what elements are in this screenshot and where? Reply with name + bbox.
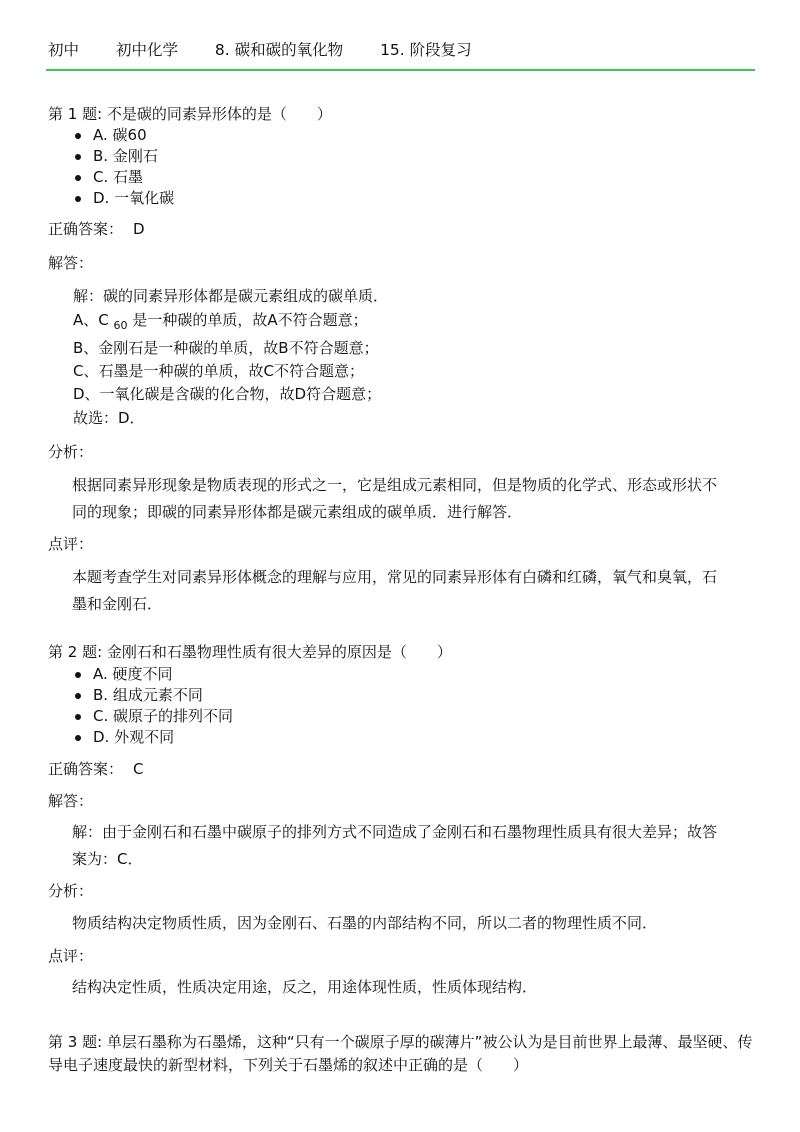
question-2-options — [75, 664, 233, 748]
option-item: B. 金刚石 — [75, 146, 174, 167]
header-divider — [46, 69, 755, 71]
solution-text: 是一种碳的单质，故A不符合题意； — [132, 311, 368, 329]
question-1-options — [75, 125, 174, 209]
solution-text: A、C — [73, 311, 109, 329]
breadcrumb-item-chapter[interactable]: 8. 碳和碳的氧化物 — [214, 41, 344, 59]
breadcrumb-item-level[interactable]: 初中 — [48, 41, 80, 59]
breadcrumb — [48, 40, 754, 60]
option-item: C. 碳原子的排列不同 — [75, 706, 233, 727]
breadcrumb-item-section[interactable]: 15. 阶段复习 — [380, 41, 472, 59]
question-2-analysis-text: 物质结构决定物质性质，因为金刚石、石墨的内部结构不同，所以二者的物理性质不同． — [72, 914, 658, 932]
question-2-solution-label: 解答： — [48, 792, 94, 810]
question-1-analysis-text: 根据同素异形现象是物质表现的形式之一，它是组成元素相同，但是物质的化学式、形态或形状不同的现象；即碳的同素异形体都是碳元素组成的碳单质．进行解答． — [72, 476, 718, 521]
question-2-solution-text: 解：由于金刚石和石墨中碳原子的排列方式不同造成了金刚石和石墨物理性质具有很大差异；故答案为：C． — [72, 823, 718, 868]
solution-line: D、一氧化碳是含碳的化合物，故D符合题意； — [73, 385, 382, 403]
question-2-comment-label: 点评： — [48, 947, 94, 965]
question-1-comment-label: 点评： — [48, 535, 94, 553]
option-item: A. 硬度不同 — [75, 664, 233, 685]
question-1-comment-text: 本题考查学生对同素异形体概念的理解与应用，常见的同素异形体有白磷和红磷，氧气和臭氧，石墨和金刚石． — [72, 568, 718, 613]
solution-line: 解：碳的同素异形体都是碳元素组成的碳单质． — [73, 287, 389, 305]
option-item: B. 组成元素不同 — [75, 685, 233, 706]
question-1-analysis-label: 分析： — [48, 443, 94, 461]
solution-line: C、石墨是一种碳的单质，故C不符合题意； — [73, 362, 364, 380]
answer-label: 正确答案： — [48, 760, 124, 778]
solution-line: B、金刚石是一种碳的单质，故B不符合题意； — [73, 339, 379, 357]
question-2-title: 第 2 题: 金刚石和石墨物理性质有很大差异的原因是（ ） — [48, 643, 452, 661]
solution-line: 故选：D． — [73, 409, 145, 427]
question-1-solution-label: 解答： — [48, 254, 94, 272]
option-item: A. 碳60 — [75, 125, 174, 146]
question-1-title: 第 1 题: 不是碳的同素异形体的是（ ） — [48, 105, 332, 123]
option-item: C. 石墨 — [75, 167, 174, 188]
solution-line — [73, 310, 368, 336]
option-item: D. 一氧化碳 — [75, 188, 174, 209]
question-2-comment-text: 结构决定性质，性质决定用途，反之，用途体现性质，性质体现结构． — [72, 978, 538, 996]
answer-label: 正确答案： — [48, 220, 124, 238]
option-item: D. 外观不同 — [75, 727, 233, 748]
subscript: 60 — [113, 319, 128, 332]
question-2-answer-row — [48, 759, 144, 779]
answer-value: D — [133, 220, 145, 238]
question-3-title: 第 3 题: 单层石墨称为石墨烯，这种“只有一个碳原子厚的碳薄片”被公认为是目前世界上最薄、最坚硬、传导电子速度最快的新型材料，下列关于石墨烯的叙述中正确的是（ ） — [48, 1033, 753, 1074]
answer-value: C — [133, 760, 144, 778]
breadcrumb-item-subject[interactable]: 初中化学 — [115, 41, 178, 59]
question-1-answer-row — [48, 219, 145, 239]
question-2-analysis-label: 分析： — [48, 882, 94, 900]
